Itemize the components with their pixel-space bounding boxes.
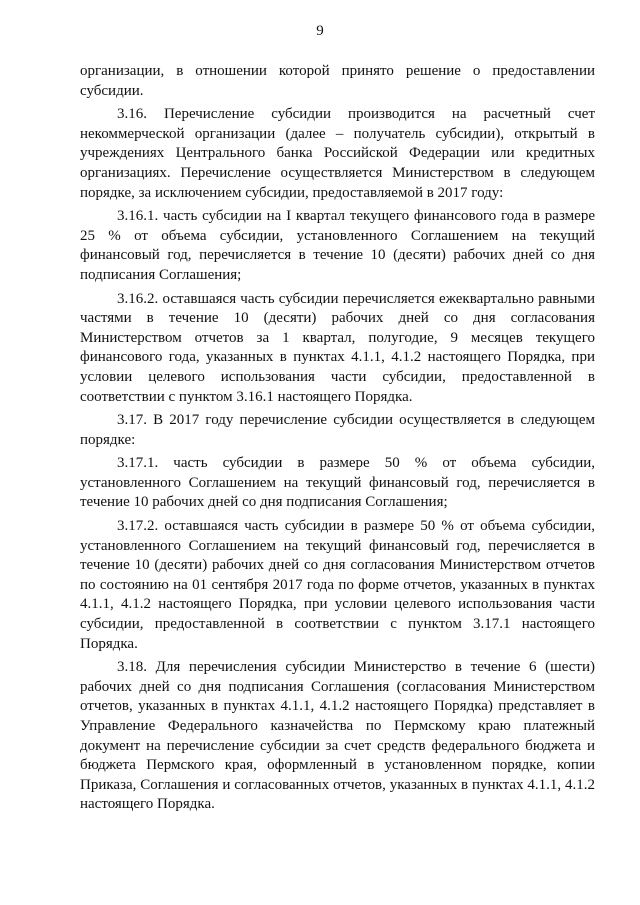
paragraph-3-17-2: 3.17.2. оставшаяся часть субсидии в размере 50 % от объема субсидии, установленного Соглашением на текущий финансовый год, перечисляется в течение 10 (десяти) рабочих дней со дня согласования Министерством отчетов по состоянию на 01 сентября 2017 года по форме отчетов, указанных в пунктах 4.1.1, 4.1.2 настоящего Порядка, при условии целевого использования части субсидии, предоставленной в соответствии с пунктом 3.17.1 настоящего Порядка. (80, 518, 595, 652)
paragraph-continuation: организации, в отношении которой принято решение о предоставлении субсидии. (80, 63, 595, 99)
page-number: 9 (316, 23, 324, 39)
paragraph-3-17: 3.17. В 2017 году перечисление субсидии осуществляется в следующем порядке: (80, 412, 595, 448)
paragraph-3-16-1: 3.16.1. часть субсидии на I квартал текущего финансового года в размере 25 % от объема субсидии, установленного Соглашением на текущий финансовый год, перечисляется в течение 10 (десяти) рабочих дней со дня подписания Соглашения; (80, 208, 595, 283)
paragraph-3-18: 3.18. Для перечисления субсидии Министерство в течение 6 (шести) рабочих дней со дня подписания Соглашения (согласования Министерством отчетов, указанных в пунктах 4.1.1, 4.1.2 настоящего Порядка) представляет в Управление Федерального казначейства по Пермскому краю платежный документ на перечисление субсидии за счет средств федерального бюджета и бюджета Пермского края, оформленный в установленном порядке, копии Приказа, Соглашения и согласованных отчетов, указанных в пунктах 4.1.1, 4.1.2 настоящего Порядка. (80, 659, 595, 813)
paragraph-3-17-1: 3.17.1. часть субсидии в размере 50 % от объема субсидии, установленного Соглашением на текущий финансовый год, перечисляется в течение 10 рабочих дней со дня подписания Соглашения; (80, 455, 595, 511)
paragraph-3-16-2: 3.16.2. оставшаяся часть субсидии перечисляется ежеквартально равными частями в течение 10 (десяти) рабочих дней со дня согласования Министерством отчетов за 1 квартал, полугодие, 9 месяцев текущего финансового года, указанных в пунктах 4.1.1, 4.1.2 настоящего Порядка, при условии целевого использования части субсидии, предоставленной в соответствии с пунктом 3.16.1 настоящего Порядка. (80, 290, 595, 405)
document-body (80, 62, 595, 819)
paragraph-3-16: 3.16. Перечисление субсидии производится на расчетный счет некоммерческой организации (далее – получатель субсидии), открытый в учреждениях Центрального банка Российской Федерации или кредитных организациях. Перечисление осуществляется Министерством в следующем порядке, за исключением субсидии, предоставляемой в 2017 году: (80, 106, 595, 201)
